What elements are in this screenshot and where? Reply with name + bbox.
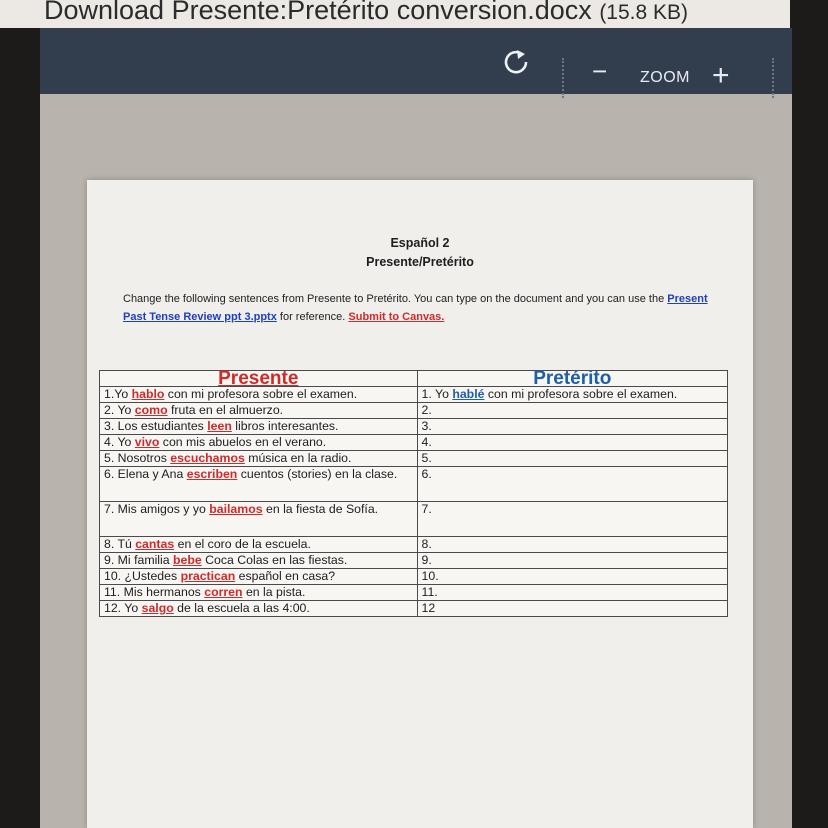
presente-cell (100, 403, 418, 419)
answer-number: 1. Yo (421, 387, 453, 401)
sentence-text: cuentos (stories) en la clase. (237, 467, 398, 481)
presente-cell (100, 569, 418, 585)
sentence-text: con mi profesora sobre el examen. (164, 387, 358, 401)
presente-verb: corren (204, 585, 243, 599)
preterito-answer-cell[interactable] (417, 537, 727, 553)
file-size: (15.8 KB) (599, 1, 689, 24)
presente-verb: escuchamos (170, 451, 245, 465)
refresh-button[interactable] (500, 45, 532, 77)
zoom-in-button[interactable]: + (712, 59, 730, 92)
answer-number: 8. (421, 537, 432, 551)
presente-cell (100, 537, 418, 553)
table-row (100, 553, 728, 569)
sentence-text: 4. Yo (104, 435, 135, 449)
download-title-bar (0, 0, 790, 28)
sentence-text: 9. Mi familia (104, 553, 174, 567)
table-row (100, 585, 728, 601)
sentence-text: en la fiesta de Sofía. (262, 502, 379, 516)
preterito-answer-cell[interactable] (417, 585, 727, 601)
presente-cell (100, 435, 418, 451)
toolbar-divider (772, 58, 776, 98)
instructions (123, 290, 723, 326)
table-row (100, 387, 728, 403)
column-header-presente: Presente (100, 371, 418, 387)
answer-number: 3. (421, 419, 432, 433)
presente-cell (100, 419, 418, 435)
answer-number: 4. (421, 435, 432, 449)
presente-cell (100, 387, 418, 403)
answer-number: 11. (421, 585, 438, 599)
preterito-answer-cell[interactable] (417, 569, 727, 585)
answer-number: 5. (421, 451, 432, 465)
answer-text: con mi profesora sobre el examen. (484, 387, 678, 401)
answer-number: 2. (421, 403, 432, 417)
preterito-answer-cell[interactable] (417, 403, 727, 419)
course-title: Español 2 (390, 236, 450, 250)
table-row (100, 601, 728, 617)
preterito-answer-cell[interactable] (417, 502, 727, 537)
instructions-text: for reference. (276, 311, 349, 323)
preterito-answer-cell[interactable] (417, 467, 727, 502)
zoom-out-button[interactable]: − (592, 56, 608, 86)
preterito-answer-cell[interactable] (417, 553, 727, 569)
table-row (100, 435, 728, 451)
sentence-text: 3. Los estudiantes (104, 419, 208, 433)
preview-toolbar (40, 28, 792, 94)
sentence-text: 2. Yo (104, 403, 135, 417)
presente-verb: bebe (173, 553, 202, 567)
toolbar-divider (562, 58, 566, 98)
conversion-table (99, 370, 728, 617)
answer-number: 10. (421, 569, 439, 583)
sentence-text: 11. Mis hermanos (104, 585, 205, 599)
sentence-text: 8. Tú (104, 537, 136, 551)
column-header-preterito: Pretérito (417, 371, 727, 387)
answer-number: 6. (421, 467, 432, 481)
preterito-answer-cell[interactable] (417, 601, 727, 617)
presente-verb: hablo (131, 387, 165, 401)
sentence-text: con mis abuelos en el verano. (159, 435, 327, 449)
presente-cell (100, 502, 418, 537)
presente-cell (100, 601, 418, 617)
instructions-text: Change the following sentences from Presente to Pretérito. You can type on the document and you can use the (123, 293, 668, 305)
preterito-answer-cell[interactable] (417, 419, 727, 435)
document-subtitle: Presente/Pretérito (366, 255, 474, 269)
presente-verb: leen (207, 419, 232, 433)
preterito-verb: hablé (452, 387, 485, 401)
answer-number: 12 (421, 601, 436, 615)
sentence-text: en el coro de la escuela. (174, 537, 311, 551)
sentence-text: de la escuela a las 4:00. (173, 601, 310, 615)
sentence-text: 5. Nosotros (104, 451, 171, 465)
table-row (100, 403, 728, 419)
preterito-answer-cell[interactable] (417, 387, 727, 403)
sentence-text: libros interesantes. (231, 419, 339, 433)
sentence-text: música en la radio. (244, 451, 352, 465)
table-row (100, 451, 728, 467)
submit-to-canvas-link[interactable]: Submit to Canvas. (348, 311, 445, 323)
presente-verb: bailamos (209, 502, 263, 516)
sentence-text: español en casa? (235, 569, 336, 583)
presente-verb: escriben (186, 467, 238, 481)
table-row (100, 467, 728, 502)
table-row (100, 419, 728, 435)
sentence-text: fruta en el almuerzo. (167, 403, 284, 417)
document-page[interactable] (87, 180, 753, 828)
presente-cell (100, 467, 418, 502)
sentence-text: 6. Elena y Ana (104, 467, 187, 481)
refresh-icon (500, 45, 532, 77)
presente-verb: cantas (135, 537, 175, 551)
preterito-answer-cell[interactable] (417, 451, 727, 467)
sentence-text: 1.Yo (104, 387, 132, 401)
presente-cell (100, 553, 418, 569)
presente-verb: salgo (141, 601, 174, 615)
table-row (100, 502, 728, 537)
file-name[interactable]: Download Presente:Pretérito conversion.docx (44, 0, 592, 25)
table-row (100, 537, 728, 553)
sentence-text: Coca Colas en las fiestas. (201, 553, 348, 567)
presente-verb: como (134, 403, 168, 417)
review-ppt-link[interactable]: Present Past Tense Review ppt 3.pptx (123, 293, 708, 323)
table-row (100, 569, 728, 585)
presente-verb: practican (180, 569, 236, 583)
sentence-text: 12. Yo (104, 601, 142, 615)
download-title[interactable] (44, 0, 688, 26)
preterito-answer-cell[interactable] (417, 435, 727, 451)
answer-number: 7. (421, 502, 432, 516)
sentence-text: 7. Mis amigos y yo (104, 502, 210, 516)
zoom-label: ZOOM (640, 69, 690, 86)
sentence-text: en la pista. (242, 585, 306, 599)
presente-verb: vivo (134, 435, 160, 449)
presente-cell (100, 451, 418, 467)
presente-cell (100, 585, 418, 601)
answer-number: 9. (421, 553, 432, 567)
sentence-text: 10. ¿Ustedes (104, 569, 181, 583)
